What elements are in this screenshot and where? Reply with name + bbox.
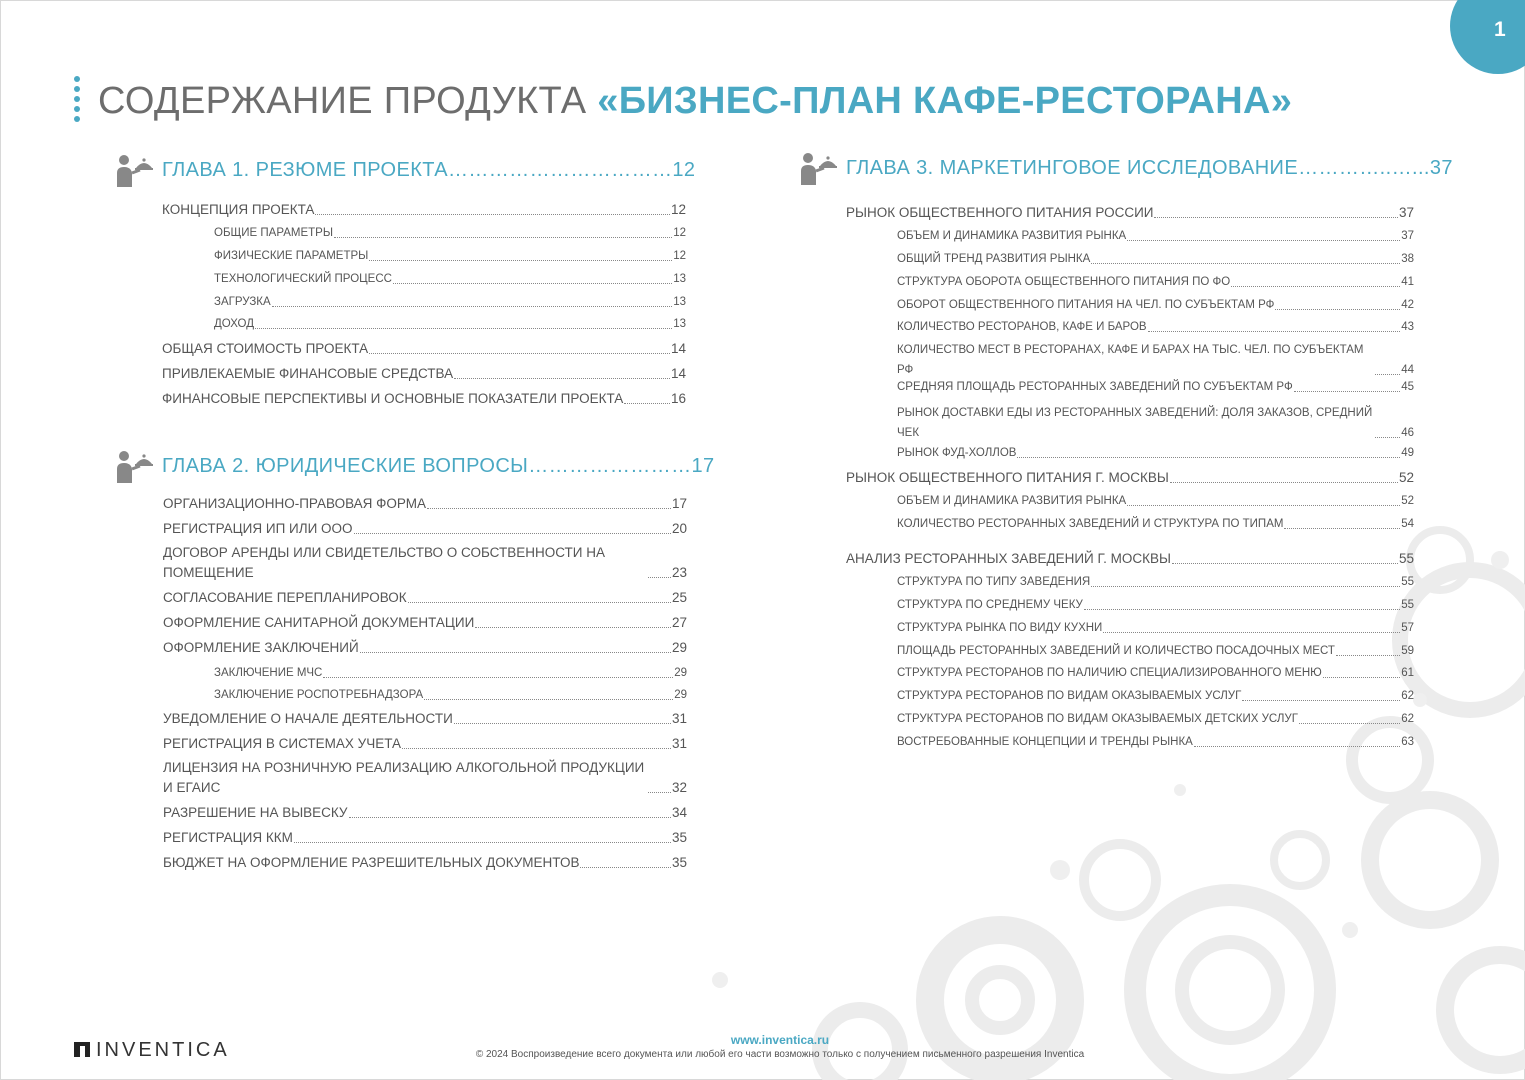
toc-entry[interactable] <box>214 314 686 334</box>
waiter-cloche-icon <box>798 151 838 187</box>
toc-entry[interactable] <box>897 514 1414 534</box>
chapter-1-title[interactable]: ГЛАВА 1. РЕЗЮМЕ ПРОЕКТА……………………………12 <box>162 159 696 181</box>
toc-entry[interactable] <box>163 543 687 583</box>
toc-leader-dots <box>349 817 671 818</box>
page-title <box>98 80 1292 123</box>
toc-entry-text: ПЛОЩАДЬ РЕСТОРАННЫХ ЗАВЕДЕНИЙ И КОЛИЧЕСТВО ПОСАДОЧНЫХ МЕСТ <box>897 645 1335 657</box>
toc-entry-page: 52 <box>1398 470 1414 485</box>
toc-entry-page: 37 <box>1398 205 1414 220</box>
toc-entry-page: 12 <box>673 227 686 239</box>
toc-leader-dots <box>1170 482 1398 483</box>
toc-entry-text: СОГЛАСОВАНИЕ ПЕРЕПЛАНИРОВОК <box>163 590 407 605</box>
toc-leader-dots <box>1242 700 1400 701</box>
toc-entry-text: ВОСТРЕБОВАННЫЕ КОНЦЕПЦИИ И ТРЕНДЫ РЫНКА <box>897 736 1193 748</box>
toc-entry-page: 62 <box>1401 713 1414 725</box>
toc-entry-page: 27 <box>671 615 687 630</box>
toc-entry-page: 31 <box>671 711 687 726</box>
toc-entry-page: 52 <box>1401 495 1414 507</box>
toc-entry[interactable] <box>897 572 1414 592</box>
toc-leader-dots <box>1336 655 1400 656</box>
toc-entry-text: СТРУКТУРА РЕСТОРАНОВ ПО ВИДАМ ОКАЗЫВАЕМЫХ ДЕТСКИХ УСЛУГ <box>897 713 1298 725</box>
toc-entry-text: ТЕХНОЛОГИЧЕСКИЙ ПРОЦЕСС <box>214 273 392 285</box>
toc-entry-page: 16 <box>670 391 686 406</box>
toc-leader-dots <box>1375 437 1400 438</box>
toc-entry-page: 42 <box>1401 299 1414 311</box>
toc-entry[interactable] <box>162 364 686 384</box>
toc-entry-page: 41 <box>1401 276 1414 288</box>
toc-entry[interactable] <box>897 618 1414 638</box>
toc-entry[interactable] <box>897 272 1414 292</box>
toc-entry[interactable] <box>163 758 687 798</box>
vertical-dots-icon <box>74 76 82 126</box>
toc-entry[interactable] <box>897 686 1414 706</box>
toc-entry-text: СТРУКТУРА ПО СРЕДНЕМУ ЧЕКУ <box>897 599 1083 611</box>
toc-entry[interactable] <box>897 249 1414 269</box>
toc-entry-text: РЫНОК ОБЩЕСТВЕННОГО ПИТАНИЯ РОССИИ <box>846 205 1154 220</box>
toc-entry[interactable] <box>846 549 1414 569</box>
toc-entry-page: 25 <box>671 590 687 605</box>
toc-entry[interactable] <box>163 519 687 539</box>
toc-entry-text: СТРУКТУРА ОБОРОТА ОБЩЕСТВЕННОГО ПИТАНИЯ ПО ФО <box>897 276 1231 288</box>
toc-leader-dots <box>1172 563 1398 564</box>
toc-leader-dots <box>1091 586 1400 587</box>
toc-leader-dots <box>1127 505 1400 506</box>
toc-leader-dots <box>1375 374 1400 375</box>
toc-entry[interactable] <box>163 709 687 729</box>
title-prefix: СОДЕРЖАНИЕ ПРОДУКТА <box>98 80 598 122</box>
chapter-2-title[interactable]: ГЛАВА 2. ЮРИДИЧЕСКИЕ ВОПРОСЫ……………………17 <box>162 455 715 477</box>
toc-entry-text: ОБЩИЙ ТРЕНД РАЗВИТИЯ РЫНКА <box>897 253 1091 265</box>
toc-entry[interactable] <box>163 803 687 823</box>
toc-entry[interactable] <box>163 494 687 514</box>
toc-entry[interactable] <box>162 339 686 359</box>
toc-entry-text: АНАЛИЗ РЕСТОРАННЫХ ЗАВЕДЕНИЙ Г. МОСКВЫ <box>846 551 1171 566</box>
toc-entry-page: 13 <box>673 296 686 308</box>
toc-entry-text: РЕГИСТРАЦИЯ В СИСТЕМАХ УЧЕТА <box>163 736 402 751</box>
toc-entry-text: КОЛИЧЕСТВО РЕСТОРАННЫХ ЗАВЕДЕНИЙ И СТРУКТУРА ПО ТИПАМ <box>897 518 1284 530</box>
toc-leader-dots <box>369 353 670 354</box>
toc-leader-dots <box>580 867 671 868</box>
waiter-cloche-icon <box>114 449 154 485</box>
toc-entry-page: 35 <box>671 855 687 870</box>
toc-entry-page: 31 <box>671 736 687 751</box>
toc-entry-text: ОФОРМЛЕНИЕ ЗАКЛЮЧЕНИЙ <box>163 640 359 655</box>
toc-entry[interactable] <box>897 295 1414 315</box>
toc-entry-page: 14 <box>670 366 686 381</box>
toc-leader-dots <box>272 306 673 307</box>
toc-leader-dots <box>424 699 673 700</box>
toc-entry[interactable] <box>897 377 1414 397</box>
toc-entry-page: 62 <box>1401 690 1414 702</box>
toc-leader-dots <box>323 677 673 678</box>
toc-entry[interactable] <box>897 663 1414 683</box>
toc-entry-page: 49 <box>1401 447 1414 459</box>
toc-entry-page: 12 <box>673 250 686 262</box>
toc-entry[interactable] <box>163 613 687 633</box>
toc-entry-text: СТРУКТУРА ПО ТИПУ ЗАВЕДЕНИЯ <box>897 576 1091 588</box>
toc-entry-text: СТРУКТУРА РЕСТОРАНОВ ПО ВИДАМ ОКАЗЫВАЕМЫХ УСЛУГ <box>897 690 1242 702</box>
toc-entry-page: 45 <box>1401 381 1414 393</box>
toc-entry-page: 55 <box>1398 551 1414 566</box>
toc-entry-page: 59 <box>1401 645 1414 657</box>
toc-leader-dots <box>475 627 671 628</box>
toc-entry-text: РЫНОК ОБЩЕСТВЕННОГО ПИТАНИЯ Г. МОСКВЫ <box>846 470 1169 485</box>
toc-leader-dots <box>1154 217 1397 218</box>
toc-entry[interactable] <box>214 269 686 289</box>
toc-leader-dots <box>393 283 672 284</box>
toc-entry-text: КОЛИЧЕСТВО РЕСТОРАНОВ, КАФЕ И БАРОВ <box>897 321 1147 333</box>
toc-entry-text: ЗАГРУЗКА <box>214 296 271 308</box>
toc-leader-dots <box>454 378 670 379</box>
toc-entry[interactable] <box>163 853 687 873</box>
toc-leader-dots <box>369 260 672 261</box>
toc-entry-text: КОНЦЕПЦИЯ ПРОЕКТА <box>162 202 315 217</box>
toc-entry-text: ФИЗИЧЕСКИЕ ПАРАМЕТРЫ <box>214 250 369 262</box>
toc-entry-page: 32 <box>671 780 687 795</box>
toc-entry[interactable] <box>897 732 1414 752</box>
toc-entry-page: 29 <box>671 640 687 655</box>
toc-entry-text: ОРГАНИЗАЦИОННО-ПРАВОВАЯ ФОРМА <box>163 496 427 511</box>
toc-entry-text: ОБЪЕМ И ДИНАМИКА РАЗВИТИЯ РЫНКА <box>897 495 1127 507</box>
toc-leader-dots <box>255 328 672 329</box>
toc-entry-page: 13 <box>673 273 686 285</box>
toc-leader-dots <box>1148 331 1401 332</box>
toc-entry-page: 38 <box>1401 253 1414 265</box>
toc-entry-text: ОБЪЕМ И ДИНАМИКА РАЗВИТИЯ РЫНКА <box>897 230 1127 242</box>
toc-entry[interactable] <box>214 292 686 312</box>
toc-leader-dots <box>360 652 671 653</box>
toc-entry[interactable] <box>897 340 1414 380</box>
toc-entry-page: 43 <box>1401 321 1414 333</box>
toc-entry-text: РЫНОК ФУД-ХОЛЛОВ <box>897 447 1017 459</box>
toc-leader-dots <box>1299 723 1400 724</box>
toc-entry-text: УВЕДОМЛЕНИЕ О НАЧАЛЕ ДЕЯТЕЛЬНОСТИ <box>163 711 453 726</box>
toc-entry[interactable] <box>897 595 1414 615</box>
toc-leader-dots <box>408 602 671 603</box>
toc-entry-text: КОЛИЧЕСТВО МЕСТ В РЕСТОРАНАХ, КАФЕ И БАРАХ НА ТЫС. ЧЕЛ. ПО СУБЪЕКТАМ РФ <box>897 344 1364 376</box>
toc-entry[interactable] <box>214 223 686 243</box>
page-number: 1 <box>1494 18 1506 41</box>
toc-entry-text: ЗАКЛЮЧЕНИЕ РОСПОТРЕБНАДЗОРА <box>214 689 424 701</box>
toc-entry[interactable] <box>163 828 687 848</box>
toc-leader-dots <box>1103 632 1400 633</box>
toc-leader-dots <box>1127 240 1400 241</box>
toc-leader-dots <box>354 533 671 534</box>
toc-entry[interactable] <box>214 685 687 705</box>
logo-text: INVENTICA <box>96 1039 230 1061</box>
toc-leader-dots <box>402 748 671 749</box>
toc-entry[interactable] <box>897 443 1414 463</box>
toc-entry-page: 37 <box>1401 230 1414 242</box>
toc-entry[interactable] <box>846 468 1414 488</box>
toc-entry-text: СТРУКТУРА РЕСТОРАНОВ ПО НАЛИЧИЮ СПЕЦИАЛИЗИРОВАННОГО МЕНЮ <box>897 667 1322 679</box>
toc-leader-dots <box>294 842 671 843</box>
toc-leader-dots <box>1194 746 1400 747</box>
toc-entry-page: 44 <box>1401 364 1414 376</box>
toc-entry-text: ПРИВЛЕКАЕМЫЕ ФИНАНСОВЫЕ СРЕДСТВА <box>162 366 454 381</box>
toc-entry-page: 29 <box>674 667 687 679</box>
toc-entry-text: СРЕДНЯЯ ПЛОЩАДЬ РЕСТОРАННЫХ ЗАВЕДЕНИЙ ПО СУБЪЕКТАМ РФ <box>897 381 1293 393</box>
toc-leader-dots <box>624 403 670 404</box>
toc-leader-dots <box>1017 457 1400 458</box>
toc-entry-text: СТРУКТУРА РЫНКА ПО ВИДУ КУХНИ <box>897 622 1103 634</box>
toc-entry-page: 12 <box>670 202 686 217</box>
toc-entry[interactable] <box>897 641 1414 661</box>
toc-entry-page: 46 <box>1401 427 1414 439</box>
toc-entry-page: 63 <box>1401 736 1414 748</box>
toc-leader-dots <box>1091 263 1400 264</box>
toc-entry-page: 13 <box>673 318 686 330</box>
chapter-3-title[interactable]: ГЛАВА 3. МАРКЕТИНГОВОЕ ИССЛЕДОВАНИЕ…………..…...37 <box>846 157 1453 179</box>
toc-entry-page: 20 <box>671 521 687 536</box>
toc-entry[interactable] <box>214 246 686 266</box>
toc-entry-text: ОБОРОТ ОБЩЕСТВЕННОГО ПИТАНИЯ НА ЧЕЛ. ПО СУБЪЕКТАМ РФ <box>897 299 1275 311</box>
toc-entry[interactable] <box>163 638 687 658</box>
toc-leader-dots <box>1231 286 1400 287</box>
toc-leader-dots <box>315 214 670 215</box>
toc-entry-page: 34 <box>671 805 687 820</box>
toc-entry-text: РАЗРЕШЕНИЕ НА ВЫВЕСКУ <box>163 805 348 820</box>
toc-entry[interactable] <box>897 491 1414 511</box>
toc-entry-text: ОФОРМЛЕНИЕ САНИТАРНОЙ ДОКУМЕНТАЦИИ <box>163 615 475 630</box>
toc-entry[interactable] <box>897 403 1414 443</box>
toc-entry-text: ЗАКЛЮЧЕНИЕ МЧС <box>214 667 323 679</box>
toc-entry[interactable] <box>897 709 1414 729</box>
toc-entry-page: 14 <box>670 341 686 356</box>
toc-entry-text: ОБЩИЕ ПАРАМЕТРЫ <box>214 227 334 239</box>
toc-entry-text: ОБЩАЯ СТОИМОСТЬ ПРОЕКТА <box>162 341 369 356</box>
toc-entry-text: РЕГИСТРАЦИЯ ИП ИЛИ ООО <box>163 521 353 536</box>
toc-entry[interactable] <box>162 389 686 409</box>
toc-leader-dots <box>648 577 671 578</box>
toc-entry[interactable] <box>214 663 687 683</box>
footer-url-link[interactable]: www.inventica.ru <box>730 1033 830 1047</box>
toc-entry-page: 54 <box>1401 518 1414 530</box>
toc-entry-page: 61 <box>1401 667 1414 679</box>
toc-leader-dots <box>1084 609 1400 610</box>
toc-entry[interactable] <box>846 203 1414 223</box>
toc-entry-text: ЛИЦЕНЗИЯ НА РОЗНИЧНУЮ РЕАЛИЗАЦИЮ АЛКОГОЛЬНОЙ ПРОДУКЦИИ И ЕГАИС <box>163 760 645 795</box>
footer-copyright: © 2024 Воспроизведение всего документа или любой его части возможно только с получением письменного разрешения Inventica <box>475 1049 1085 1060</box>
toc-entry-text: БЮДЖЕТ НА ОФОРМЛЕНИЕ РАЗРЕШИТЕЛЬНЫХ ДОКУМЕНТОВ <box>163 855 580 870</box>
toc-entry-page: 55 <box>1401 599 1414 611</box>
toc-leader-dots <box>648 792 671 793</box>
toc-entry-page: 35 <box>671 830 687 845</box>
toc-leader-dots <box>454 723 671 724</box>
toc-entry-text: ДОХОД <box>214 318 254 330</box>
toc-entry-page: 29 <box>674 689 687 701</box>
toc-entry[interactable] <box>897 317 1414 337</box>
toc-entry[interactable] <box>897 226 1414 246</box>
toc-leader-dots <box>334 237 672 238</box>
toc-entry-text: ДОГОВОР АРЕНДЫ ИЛИ СВИДЕТЕЛЬСТВО О СОБСТВЕННОСТИ НА ПОМЕЩЕНИЕ <box>163 545 605 580</box>
toc-entry[interactable] <box>163 734 687 754</box>
toc-entry-page: 55 <box>1401 576 1414 588</box>
toc-leader-dots <box>427 508 671 509</box>
toc-entry-text: РЕГИСТРАЦИЯ ККМ <box>163 830 293 845</box>
toc-leader-dots <box>1275 309 1400 310</box>
toc-entry-text: РЫНОК ДОСТАВКИ ЕДЫ ИЗ РЕСТОРАННЫХ ЗАВЕДЕНИЙ: ДОЛЯ ЗАКАЗОВ, СРЕДНИЙ ЧЕК <box>897 407 1373 439</box>
waiter-cloche-icon <box>114 153 154 189</box>
toc-entry-page: 23 <box>671 565 687 580</box>
toc-entry[interactable] <box>162 200 686 220</box>
toc-entry-page: 17 <box>671 496 687 511</box>
title-accent: «БИЗНЕС-ПЛАН КАФЕ-РЕСТОРАНА» <box>597 80 1293 122</box>
toc-leader-dots <box>1284 528 1400 529</box>
toc-leader-dots <box>1323 677 1400 678</box>
toc-entry-text: ФИНАНСОВЫЕ ПЕРСПЕКТИВЫ И ОСНОВНЫЕ ПОКАЗАТЕЛИ ПРОЕКТА <box>162 391 624 406</box>
toc-leader-dots <box>1294 391 1401 392</box>
toc-entry-page: 57 <box>1401 622 1414 634</box>
toc-entry[interactable] <box>163 588 687 608</box>
